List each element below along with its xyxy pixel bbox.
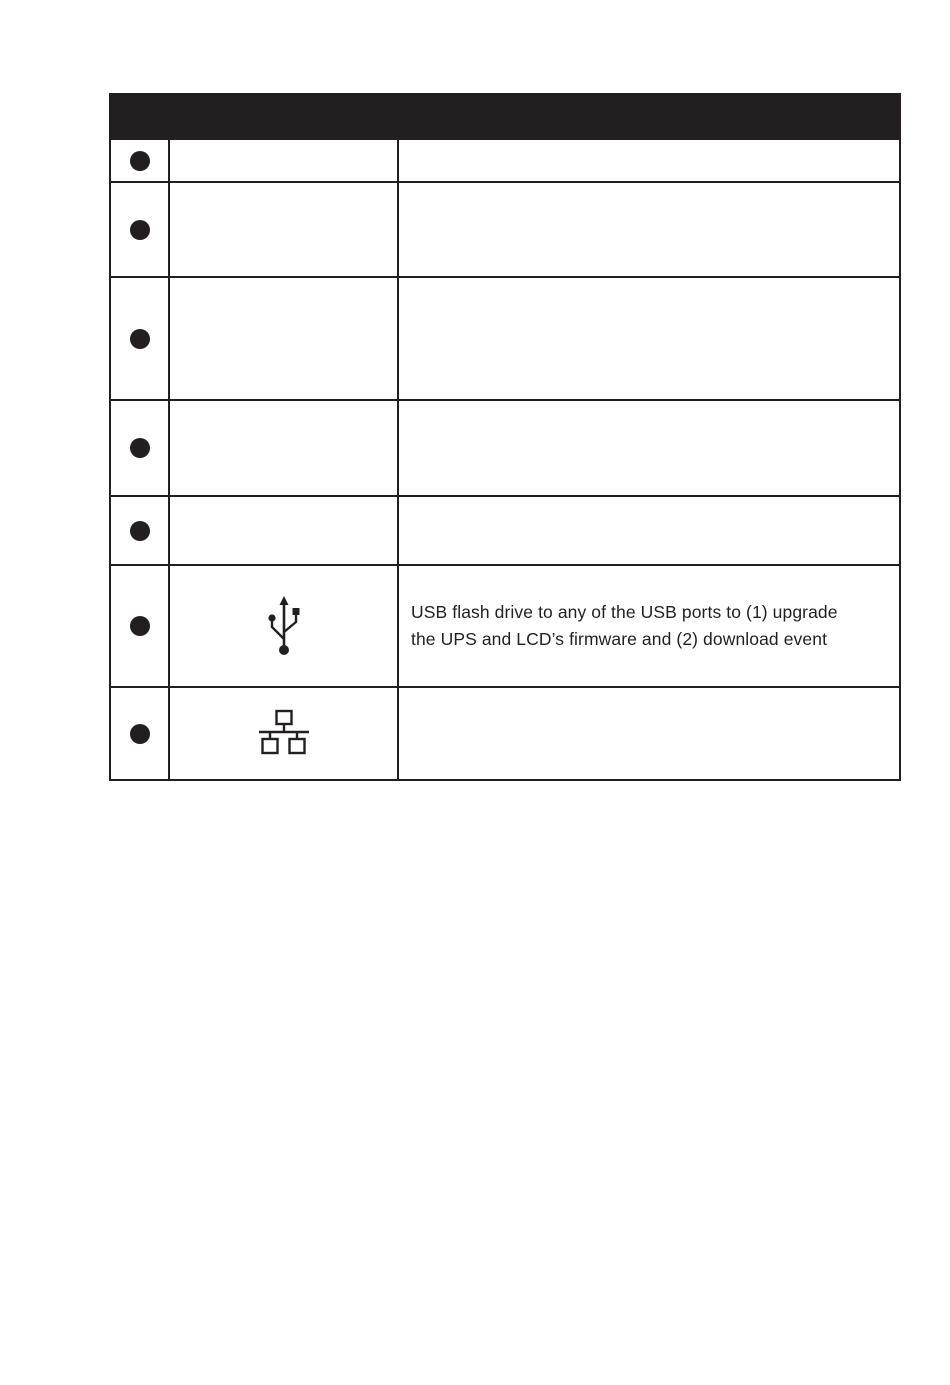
table-row — [110, 687, 900, 780]
description-line: USB flash drive to any of the USB ports to (1) upgrade — [411, 602, 838, 622]
symbol-cell — [169, 565, 398, 687]
row-marker-dot — [130, 724, 150, 744]
symbol-cell — [169, 139, 398, 182]
symbol-cell — [169, 687, 398, 780]
description-cell — [398, 496, 900, 565]
row-marker-dot — [130, 151, 150, 171]
description-cell — [398, 565, 900, 687]
row-marker-cell — [110, 182, 169, 277]
header-number — [110, 94, 169, 139]
symbol-cell — [169, 496, 398, 565]
row-marker-dot — [130, 438, 150, 458]
description-cell — [398, 400, 900, 496]
row-marker-cell — [110, 565, 169, 687]
spec-table — [109, 93, 901, 781]
symbol-cell — [169, 182, 398, 277]
row-marker-cell — [110, 496, 169, 565]
table-row — [110, 400, 900, 496]
row-marker-dot — [130, 521, 150, 541]
row-marker-cell — [110, 277, 169, 400]
row-marker-dot — [130, 329, 150, 349]
row-marker-cell — [110, 139, 169, 182]
header-description — [398, 94, 900, 139]
network-icon — [257, 709, 311, 759]
description-cell — [398, 139, 900, 182]
table-row — [110, 182, 900, 277]
description-cell — [398, 687, 900, 780]
usb-icon — [264, 594, 304, 658]
description-line: the UPS and LCD’s firmware and (2) download event — [411, 629, 828, 649]
table-row — [110, 277, 900, 400]
table-row — [110, 565, 900, 687]
table-row — [110, 139, 900, 182]
row-marker-dot — [130, 220, 150, 240]
row-marker-cell — [110, 400, 169, 496]
symbol-cell — [169, 277, 398, 400]
row-marker-dot — [130, 616, 150, 636]
description-cell — [398, 182, 900, 277]
symbol-cell — [169, 400, 398, 496]
header-symbol — [169, 94, 398, 139]
table-header-row — [110, 94, 900, 139]
row-marker-cell — [110, 687, 169, 780]
table-row — [110, 496, 900, 565]
description-cell — [398, 277, 900, 400]
